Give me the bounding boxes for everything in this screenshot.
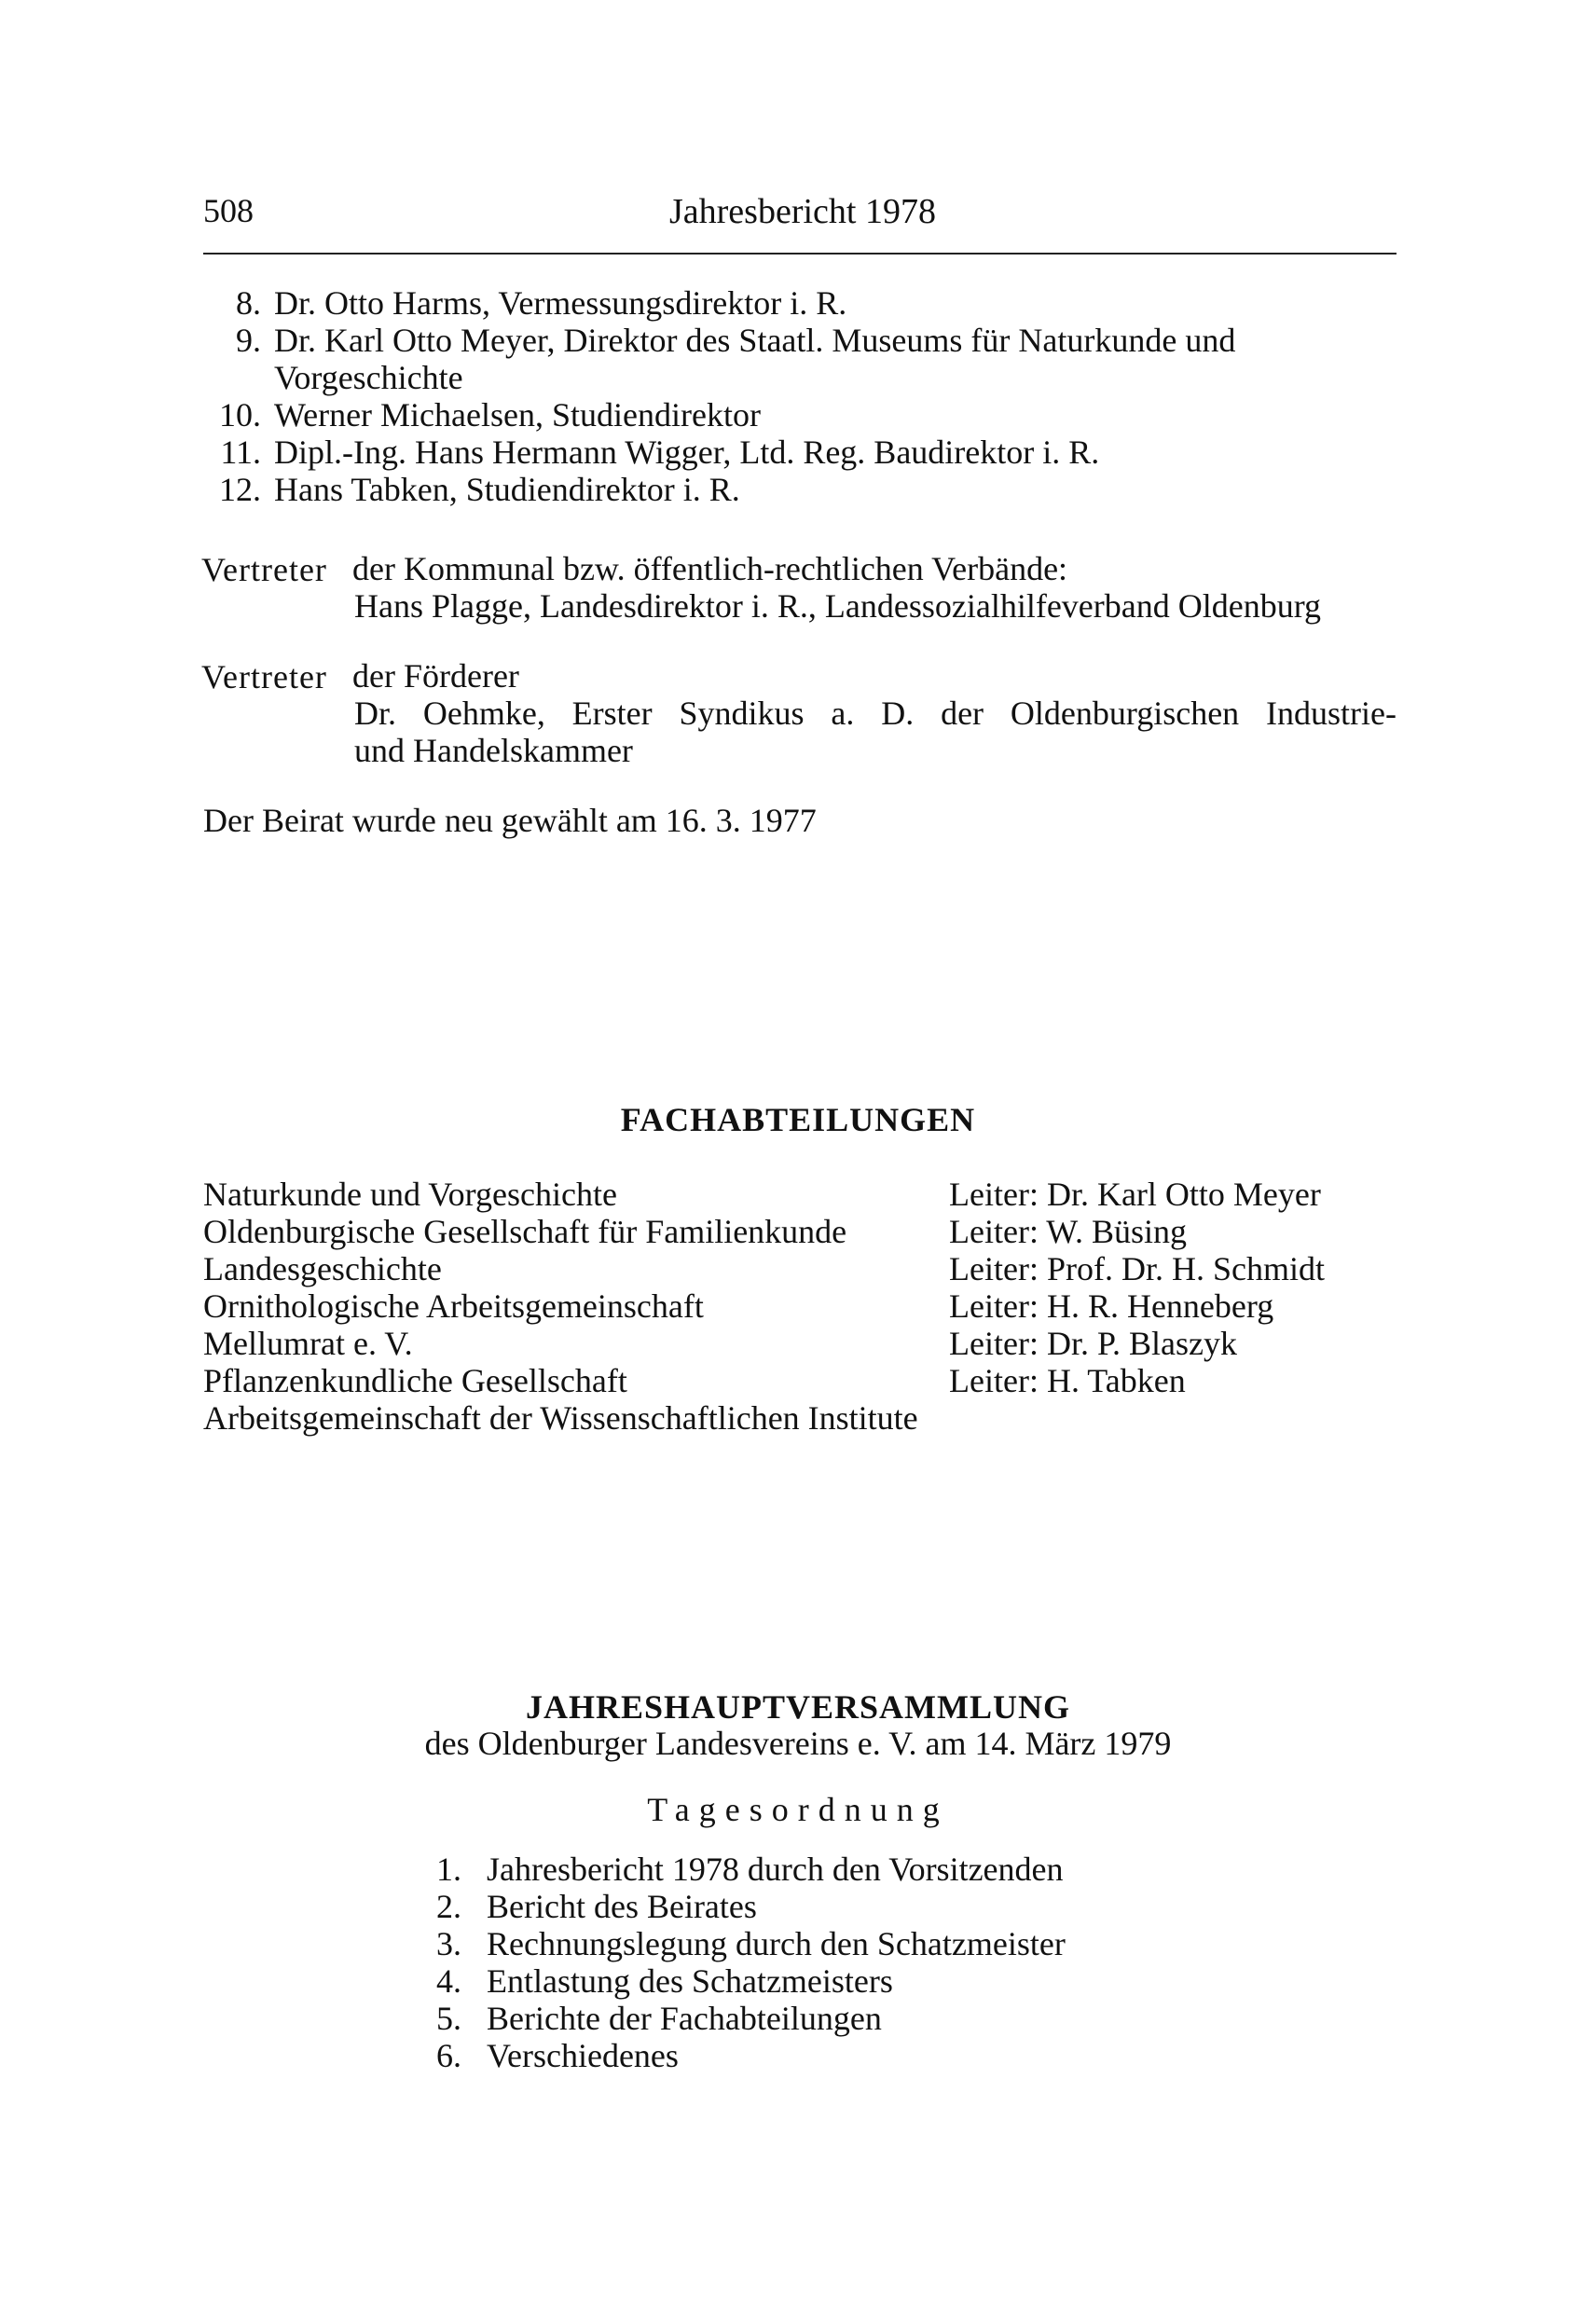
department-name: Arbeitsgemeinschaft der Wissenschaftlichen Institute [203, 1399, 918, 1437]
running-title: Jahresbericht 1978 [669, 192, 936, 231]
agenda-item-number: 6. [436, 2037, 461, 2074]
sponsor-representative-text-line1: Dr. Oehmke, Erster Syndikus a. D. der Oldenburgischen Industrie- [354, 695, 1396, 732]
election-note: Der Beirat wurde neu gewählt am 16. 3. 1977 [203, 802, 817, 839]
agenda-item-text: Berichte der Fachabteilungen [487, 2000, 882, 2037]
agenda-item-text: Bericht des Beirates [487, 1888, 757, 1925]
department-name: Mellumrat e. V. [203, 1325, 413, 1362]
agenda-item-text: Jahresbericht 1978 durch den Vorsitzenden [487, 1851, 1064, 1888]
list-item [201, 471, 1404, 508]
annual-meeting-subheading: des Oldenburger Landesvereins e. V. am 14. März 1979 [424, 1725, 1172, 1762]
list-item-text: Hans Tabken, Studiendirektor i. R. [274, 471, 740, 508]
sponsor-representative-heading: der Förderer [352, 657, 519, 695]
list-item [201, 434, 1404, 471]
list-item-text: Dipl.-Ing. Hans Hermann Wigger, Ltd. Reg. Baudirektor i. R. [274, 434, 1100, 471]
departments-heading: FACHABTEILUNGEN [620, 1101, 976, 1138]
agenda-item [436, 1962, 1066, 2000]
agenda-item-number: 3. [436, 1925, 461, 1962]
agenda-item-number: 1. [436, 1851, 461, 1888]
department-leader: Leiter: H. R. Henneberg [949, 1287, 1274, 1325]
agenda-item [436, 1888, 1066, 1925]
list-item-number: 11. [220, 434, 261, 471]
list-item [201, 396, 1404, 434]
agenda-list [436, 1851, 1066, 2074]
department-name: Pflanzenkundliche Gesellschaft [203, 1362, 627, 1399]
department-name: Naturkunde und Vorgeschichte [203, 1176, 617, 1213]
sponsor-representative-text-line2: und Handelskammer [354, 732, 633, 769]
municipal-representative-heading: der Kommunal bzw. öffentlich-rechtlichen Verbände: [352, 550, 1068, 587]
department-name: Oldenburgische Gesellschaft für Familienkunde [203, 1213, 847, 1250]
agenda-item [436, 1925, 1066, 1962]
annual-meeting-heading: JAHRESHAUPTVERSAMMLUNG [525, 1688, 1071, 1726]
list-item [201, 284, 1404, 322]
department-leader: Leiter: H. Tabken [949, 1362, 1186, 1399]
list-item-number: 10. [219, 396, 261, 434]
agenda-item [436, 2037, 1066, 2074]
agenda-item-number: 4. [436, 1962, 461, 2000]
board-member-list [201, 284, 1404, 508]
list-item-text: Dr. Karl Otto Meyer, Direktor des Staatl. Museums für Naturkunde und Vorgeschichte [274, 322, 1236, 396]
agenda-item-number: 2. [436, 1888, 461, 1925]
agenda-item [436, 2000, 1066, 2037]
department-leader: Leiter: Prof. Dr. H. Schmidt [949, 1250, 1325, 1287]
list-item-number: 8. [236, 284, 261, 322]
department-name: Ornithologische Arbeitsgemeinschaft [203, 1287, 704, 1325]
list-item-number: 12. [219, 471, 261, 508]
list-item-text: Dr. Otto Harms, Vermessungsdirektor i. R. [274, 284, 847, 322]
municipal-representative-text: Hans Plagge, Landesdirektor i. R., Landessozialhilfeverband Oldenburg [354, 587, 1322, 625]
list-item-text: Werner Michaelsen, Studiendirektor [274, 396, 761, 434]
list-item-number: 9. [236, 322, 261, 359]
municipal-representative-label: Vertreter [201, 551, 327, 588]
department-leader: Leiter: Dr. P. Blaszyk [949, 1325, 1237, 1362]
sponsor-representative-label: Vertreter [201, 658, 327, 695]
agenda-item [436, 1851, 1066, 1888]
department-name: Landesgeschichte [203, 1250, 442, 1287]
agenda-item-text: Verschiedenes [487, 2037, 679, 2074]
department-leader: Leiter: Dr. Karl Otto Meyer [949, 1176, 1321, 1213]
page-number: 508 [203, 192, 254, 229]
agenda-item-text: Rechnungslegung durch den Schatzmeister [487, 1925, 1066, 1962]
agenda-title: Tagesordnung [647, 1791, 949, 1828]
department-leader: Leiter: W. Büsing [949, 1213, 1187, 1250]
agenda-item-text: Entlastung des Schatzmeisters [487, 1962, 893, 2000]
header-divider [203, 253, 1396, 255]
list-item [201, 322, 1404, 396]
agenda-item-number: 5. [436, 2000, 461, 2037]
